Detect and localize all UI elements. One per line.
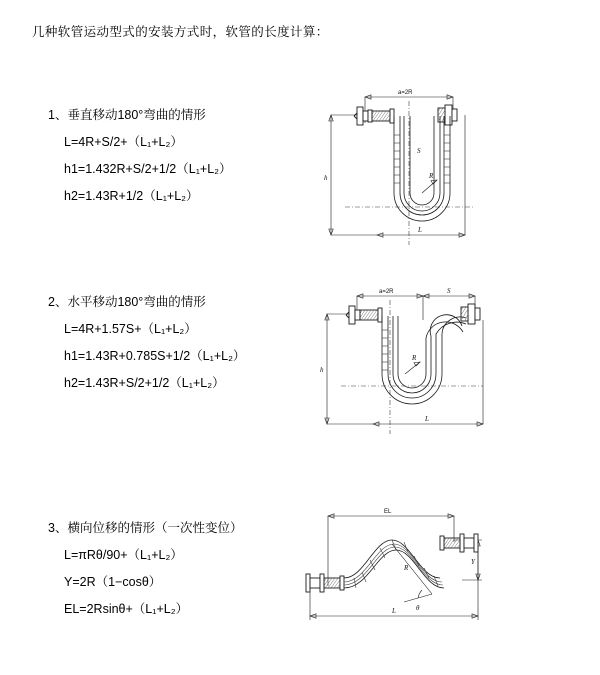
section-3-text [48, 518, 308, 626]
vertical-180-diagram [305, 75, 490, 255]
section-1-formula-1: L=4R+S/2+（L₁+L₂） [64, 135, 183, 149]
label-y: Y [471, 558, 475, 566]
section-3-formula-1: L=πRθ/90+（L₁+L₂） [64, 548, 183, 562]
label-L-2: L [425, 415, 429, 423]
section-2-figure [305, 274, 495, 449]
lateral-offset-diagram [292, 498, 492, 628]
section-1-formula-3: h2=1.43R+1/2（L₁+L₂） [64, 189, 199, 203]
label-s-2: S [447, 287, 451, 295]
section-3-title: 3、横向位移的情形（一次性变位） [48, 521, 243, 535]
section-3-formula-2: Y=2R（1−cosθ） [64, 575, 162, 589]
label-r-2: R [412, 354, 417, 362]
label-a-2r: a=2R [398, 90, 413, 96]
section-1-formula-2: h1=1.432R+S/2+1/2（L₁+L₂） [64, 162, 232, 176]
label-a-2r-2: a=2R [379, 289, 394, 295]
label-theta: θ [416, 604, 420, 612]
section-2-formula-2: h1=1.43R+0.785S+1/2（L₁+L₂） [64, 349, 246, 363]
label-r: R [429, 172, 434, 180]
section-2-title: 2、水平移动180°弯曲的情形 [48, 295, 206, 309]
section-3-formula-3: EL=2Rsinθ+（L₁+L₂） [64, 602, 189, 616]
section-1-figure [305, 75, 490, 255]
section-2-formula-3: h2=1.43R+S/2+1/2（L₁+L₂） [64, 376, 225, 390]
section-2-text [48, 292, 308, 400]
section-1-text [48, 105, 308, 213]
section-2-formula-1: L=4R+1.57S+（L₁+L₂） [64, 322, 197, 336]
label-el: EL [384, 509, 392, 515]
label-s: S [417, 147, 421, 155]
label-L-3: L [392, 607, 396, 615]
label-h-2: h [320, 366, 324, 374]
page-title: 几种软管运动型式的安装方式时，软管的长度计算： [32, 25, 329, 39]
label-r-3: R [404, 564, 409, 572]
section-1-title: 1、垂直移动180°弯曲的情形 [48, 108, 206, 122]
label-h: h [324, 174, 328, 182]
horizontal-180-diagram [305, 274, 495, 449]
label-L: L [418, 226, 422, 234]
section-3-figure [292, 498, 492, 628]
